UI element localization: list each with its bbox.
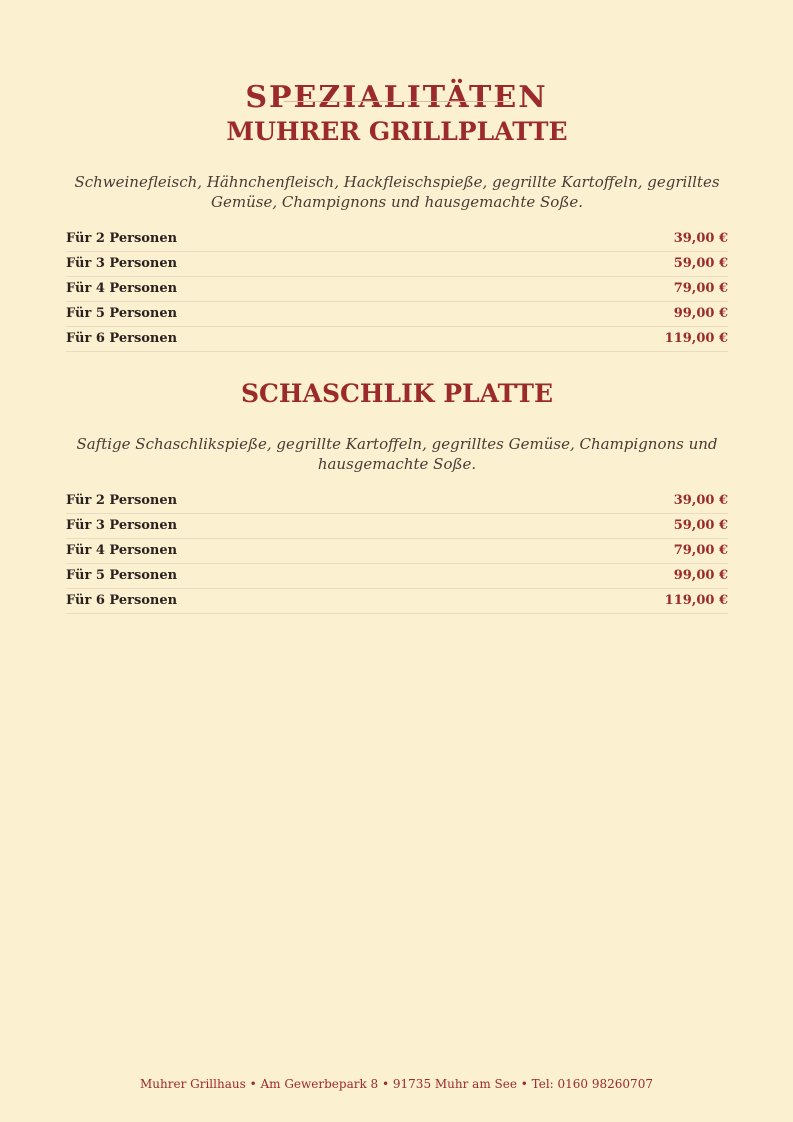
menu-section-schaschlik <box>66 378 728 614</box>
price-row-value: 119,00 € <box>664 331 728 346</box>
price-row-value: 99,00 € <box>673 306 728 321</box>
price-row <box>66 277 728 302</box>
price-row <box>66 489 728 514</box>
price-list <box>66 227 728 352</box>
price-row-label: Für 5 Personen <box>66 306 178 321</box>
section-title: MUHRER GRILLPLATTE <box>226 117 568 146</box>
price-row-label: Für 4 Personen <box>66 543 178 558</box>
price-row-label: Für 6 Personen <box>66 331 178 346</box>
price-row-label: Für 2 Personen <box>66 493 178 508</box>
price-row-label: Für 6 Personen <box>66 593 178 608</box>
price-row <box>66 252 728 277</box>
price-row-value: 79,00 € <box>673 543 728 558</box>
price-row <box>66 514 728 539</box>
section-title: SCHASCHLIK PLATTE <box>240 379 554 408</box>
footer-contact: Muhrer Grillhaus • Am Gewerbepark 8 • 91735 Muhr am See • Tel: 0160 98260707 <box>140 1077 653 1091</box>
price-row <box>66 227 728 252</box>
price-row <box>66 589 728 614</box>
price-row <box>66 564 728 589</box>
price-row <box>66 327 728 352</box>
price-list <box>66 489 728 614</box>
price-row-value: 59,00 € <box>673 256 728 271</box>
price-row-value: 39,00 € <box>673 493 728 508</box>
price-row-label: Für 4 Personen <box>66 281 178 296</box>
price-row <box>66 302 728 327</box>
price-row-value: 39,00 € <box>673 231 728 246</box>
price-row-label: Für 5 Personen <box>66 568 178 583</box>
price-row-value: 119,00 € <box>664 593 728 608</box>
price-row-value: 59,00 € <box>673 518 728 533</box>
price-row-label: Für 2 Personen <box>66 231 178 246</box>
section-description: Saftige Schaschlikspieße, gegrillte Kartoffeln, gegrilltes Gemüse, Champignons und hausgemachte Soße. <box>76 435 718 473</box>
title-divider <box>284 101 510 102</box>
price-row-value: 79,00 € <box>673 281 728 296</box>
price-row-label: Für 3 Personen <box>66 256 178 271</box>
page-title: SPEZIALITÄTEN <box>245 80 548 116</box>
price-row-value: 99,00 € <box>673 568 728 583</box>
price-row <box>66 539 728 564</box>
price-row-label: Für 3 Personen <box>66 518 178 533</box>
section-description: Schweinefleisch, Hähnchenfleisch, Hackfleischspieße, gegrillte Kartoffeln, gegrilltes Gemüse, Champignons und hausgemachte Soße. <box>74 173 720 211</box>
menu-section-grillplatte <box>66 116 728 352</box>
